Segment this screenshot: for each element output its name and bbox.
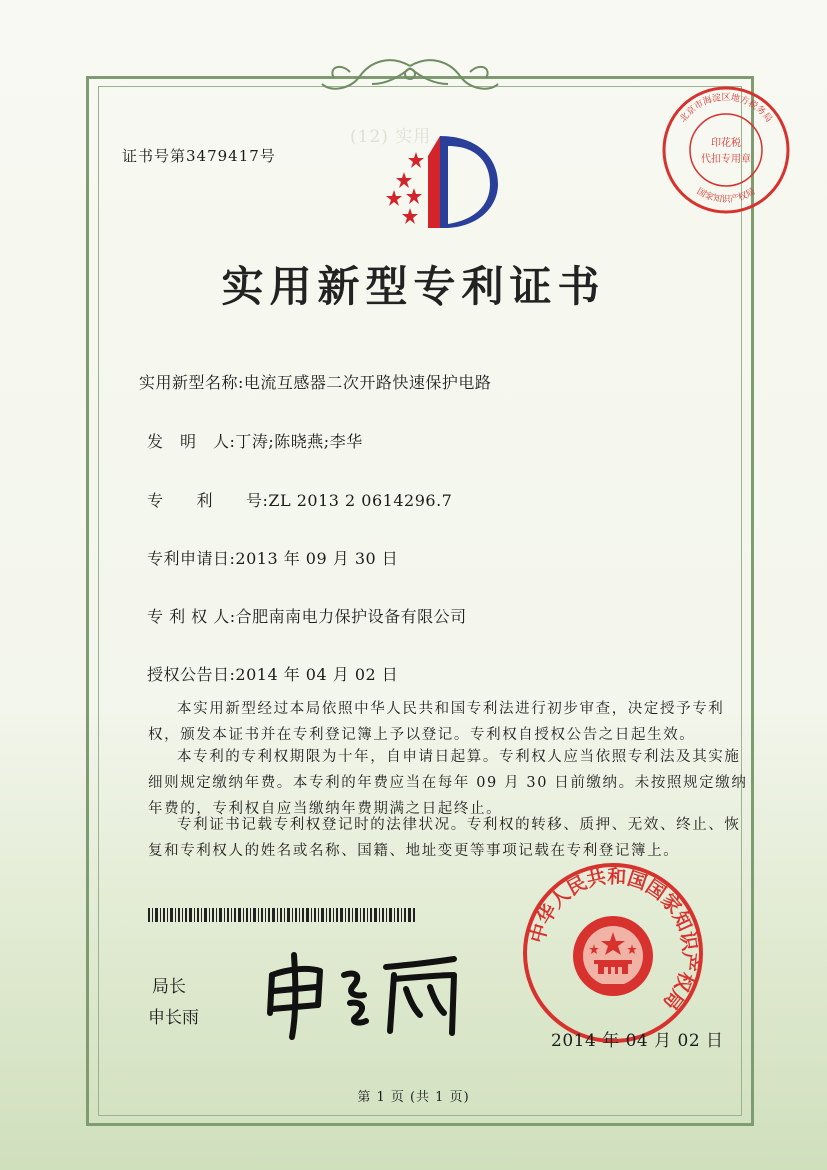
- grant-seal-date: 2014 年 04 月 02 日: [551, 1031, 724, 1051]
- field-patentee: [147, 604, 467, 627]
- tax-seal-bottom-text: 国家知识产权局: [694, 186, 758, 205]
- field-label: 专利申请日:: [147, 549, 236, 568]
- certificate-number: 证书号第3479417号: [122, 147, 276, 165]
- field-filing-date: [147, 546, 398, 569]
- paragraph-term: 本专利的专利权期限为十年，自申请日起算。专利权人应当依照专利法及其实施细则规定缴纳年费。本专利的年费应当在每年 09 月 30 日前缴纳。未按照规定缴纳年费的，专利权自应当缴纳年费期满之日起终止。: [148, 749, 748, 817]
- national-emblem-icon: [573, 916, 653, 996]
- barcode-icon: [148, 908, 416, 922]
- field-label: 实用新型名称:: [139, 373, 244, 392]
- svg-text:北京市海淀区地方税务局: [677, 91, 774, 124]
- field-value: 2014 年 04 月 02 日: [235, 665, 399, 684]
- field-value: 电流互感器二次开路快速保护电路: [243, 373, 492, 392]
- field-value: 丁涛;陈晓燕;李华: [235, 432, 363, 451]
- field-label: 专 利 号:: [147, 491, 269, 510]
- tax-seal-line1: 印花税: [711, 138, 741, 149]
- certificate-title: 实用新型专利证书: [221, 262, 606, 311]
- field-label: 发 明 人:: [147, 432, 236, 451]
- field-patent-number: [147, 488, 452, 511]
- tax-seal-ring-text: 北京市海淀区地方税务局: [678, 92, 774, 125]
- field-value: 合肥南南电力保护设备有限公司: [235, 607, 467, 626]
- director-signature: [258, 945, 468, 1040]
- field-grant-date: [147, 662, 398, 685]
- ornament-icon: [320, 54, 500, 104]
- field-label: 专 利 权 人:: [147, 607, 236, 626]
- tax-seal-line2: 代扣专用章: [701, 154, 751, 165]
- field-utility-model-name: [139, 370, 491, 393]
- field-label: 授权公告日:: [147, 665, 236, 684]
- patent-office-logo-icon: [382, 128, 500, 232]
- field-inventor: [147, 429, 363, 452]
- director-name: 申长雨: [148, 1008, 199, 1028]
- paragraph-grant: 本实用新型经过本局依照中华人民共和国专利法进行初步审查，决定授予专利权，颁发本证书并在专利登记簿上予以登记。专利权自授权公告之日起生效。: [148, 701, 725, 743]
- director-title: 局长: [152, 977, 186, 997]
- paragraph-legal-status: 专利证书记载专利权登记时的法律状况。专利权的转移、质押、无效、终止、恢复和专利权人的姓名或名称、国籍、地址变更等事项记载在专利登记簿上。: [148, 817, 741, 859]
- field-value: 2013 年 09 月 30 日: [235, 549, 399, 568]
- svg-text:国家知识产权局: [695, 186, 758, 205]
- national-seal-ring-text: 中华人民共和国国家知识产权局: [526, 865, 701, 1014]
- watermark-text: (12) 实用: [350, 127, 432, 147]
- tax-seal-stamp: [658, 82, 794, 218]
- field-value: ZL 2013 2 0614296.7: [268, 491, 453, 510]
- national-ip-office-seal: [520, 860, 706, 1046]
- page-number: 第 1 页 (共 1 页): [357, 1090, 470, 1105]
